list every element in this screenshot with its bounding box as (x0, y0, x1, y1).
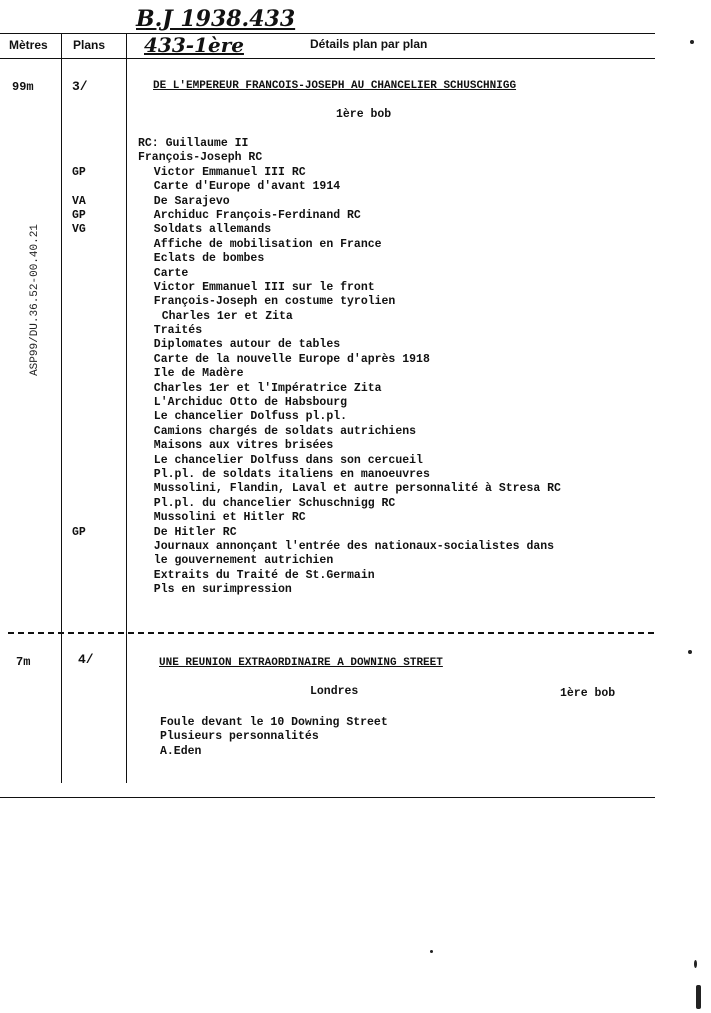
shot-code (72, 554, 86, 568)
shot-line: L'Archiduc Otto de Habsbourg (153, 396, 348, 410)
shot-code (72, 281, 86, 295)
shot-code (72, 324, 86, 338)
shot-line: Eclats de bombes (153, 252, 265, 266)
shot-line: Victor Emmanuel III RC (153, 165, 306, 179)
shot-line: Maisons aux vitres brisées (153, 439, 334, 453)
section-2-bob: 1ère bob (560, 687, 616, 700)
shot-code (72, 511, 86, 525)
shot-line: Charles 1er et Zita (161, 309, 293, 323)
shot-line: Soldats allemands (153, 223, 272, 237)
shot-code (72, 353, 86, 367)
section-1-title: DE L'EMPEREUR FRANCOIS-JOSEPH AU CHANCELIER SCHUSCHNIGG (153, 80, 517, 92)
scan-speck (696, 985, 701, 1009)
shot-code (72, 310, 86, 324)
section-1-codes (72, 137, 86, 598)
shot-code (72, 151, 86, 165)
shot-line: Pl.pl. du chancelier Schuschnigg RC (153, 496, 396, 510)
shot-code (72, 382, 86, 396)
section-2-place: Londres (310, 685, 359, 698)
shot-code (72, 137, 86, 151)
shot-code: GP (72, 165, 86, 179)
shot-line: Traités (153, 324, 203, 338)
scan-speck (688, 650, 692, 654)
shot-line: Pl.pl. de soldats italiens en manoeuvres (153, 467, 430, 481)
shot-line: Carte d'Europe d'avant 1914 (153, 180, 341, 194)
shot-code (72, 267, 86, 281)
shot-line: Plusieurs personnalités (160, 730, 319, 744)
shot-code (72, 583, 86, 597)
bottom-rule (0, 797, 655, 798)
shot-code (72, 338, 86, 352)
section-1-shot-list (138, 137, 561, 598)
shot-code (72, 252, 86, 266)
shot-code (72, 295, 86, 309)
shot-line: Foule devant le 10 Downing Street (160, 716, 388, 729)
shot-line: Mussolini et Hitler RC (153, 511, 306, 525)
shot-line: François-Joseph RC (138, 151, 263, 165)
shot-line: le gouvernement autrichien (153, 554, 334, 568)
shot-line: Le chancelier Dolfuss pl.pl. (153, 410, 348, 424)
shot-line: Diplomates autour de tables (153, 338, 341, 352)
section-2-shot-list (160, 716, 388, 759)
shot-line: Pls en surimpression (153, 583, 292, 597)
shot-line: RC: Guillaume II (138, 137, 249, 150)
shot-code (72, 425, 86, 439)
column-divider-1 (61, 33, 62, 783)
shot-code (72, 482, 86, 496)
shot-line: De Sarajevo (153, 194, 230, 208)
shot-code (72, 238, 86, 252)
column-header-plans: Plans (73, 38, 106, 52)
shot-code (72, 569, 86, 583)
shot-code: VA (72, 194, 86, 208)
shot-code (72, 180, 86, 194)
shot-code (72, 454, 86, 468)
scan-speck (690, 40, 694, 44)
shot-code: GP (72, 208, 86, 222)
shot-code (72, 468, 86, 482)
shot-line: Affiche de mobilisation en France (153, 237, 382, 251)
shot-line: Carte (153, 266, 189, 280)
shot-code (72, 396, 86, 410)
shot-code: GP (72, 525, 86, 539)
shot-line: Le chancelier Dolfuss dans son cercueil (153, 453, 423, 467)
handwritten-subreference: 433-1ère (144, 33, 244, 57)
section-2-plan: 4/ (78, 652, 94, 667)
shot-code (72, 367, 86, 381)
section-1-plan: 3/ (72, 79, 88, 94)
header-rule (0, 58, 655, 59)
shot-code (72, 439, 86, 453)
shot-code (72, 540, 86, 554)
shot-line: Extraits du Traité de St.Germain (153, 568, 375, 582)
section-1-bob: 1ère bob (336, 108, 392, 121)
shot-line: Mussolini, Flandin, Laval et autre personnalité à Stresa RC (153, 482, 561, 496)
section-separator (8, 632, 654, 634)
shot-line: De Hitler RC (153, 525, 237, 539)
shot-line: Archiduc François-Ferdinand RC (153, 208, 361, 222)
section-2-metres: 7m (16, 655, 31, 669)
section-2-title: UNE REUNION EXTRAORDINAIRE A DOWNING STREET (159, 657, 443, 669)
shot-line: Charles 1er et l'Impératrice Zita (153, 381, 382, 395)
top-rule (0, 33, 655, 34)
shot-line: Journaux annonçant l'entrée des nationaux-socialistes dans (153, 539, 555, 553)
shot-line: Ile de Madère (153, 367, 244, 381)
column-header-details: Détails plan par plan (310, 37, 428, 51)
side-reference: ASP99/DU.36.52-00.40.21 (29, 224, 41, 376)
scan-speck (694, 960, 697, 968)
section-1-metres: 99m (12, 80, 34, 94)
shot-code (72, 497, 86, 511)
shot-line: Victor Emmanuel III sur le front (153, 280, 375, 294)
handwritten-reference: B.J 1938.433 (136, 6, 296, 32)
scan-speck (430, 950, 433, 953)
shot-code: VG (72, 223, 86, 237)
shot-line: A.Eden (160, 744, 202, 758)
column-header-metres: Mètres (9, 38, 48, 52)
shot-line: Carte de la nouvelle Europe d'après 1918 (153, 352, 430, 366)
column-divider-2 (126, 33, 127, 783)
shot-line: François-Joseph en costume tyrolien (153, 295, 396, 309)
shot-line: Camions chargés de soldats autrichiens (153, 424, 417, 438)
shot-code (72, 410, 86, 424)
